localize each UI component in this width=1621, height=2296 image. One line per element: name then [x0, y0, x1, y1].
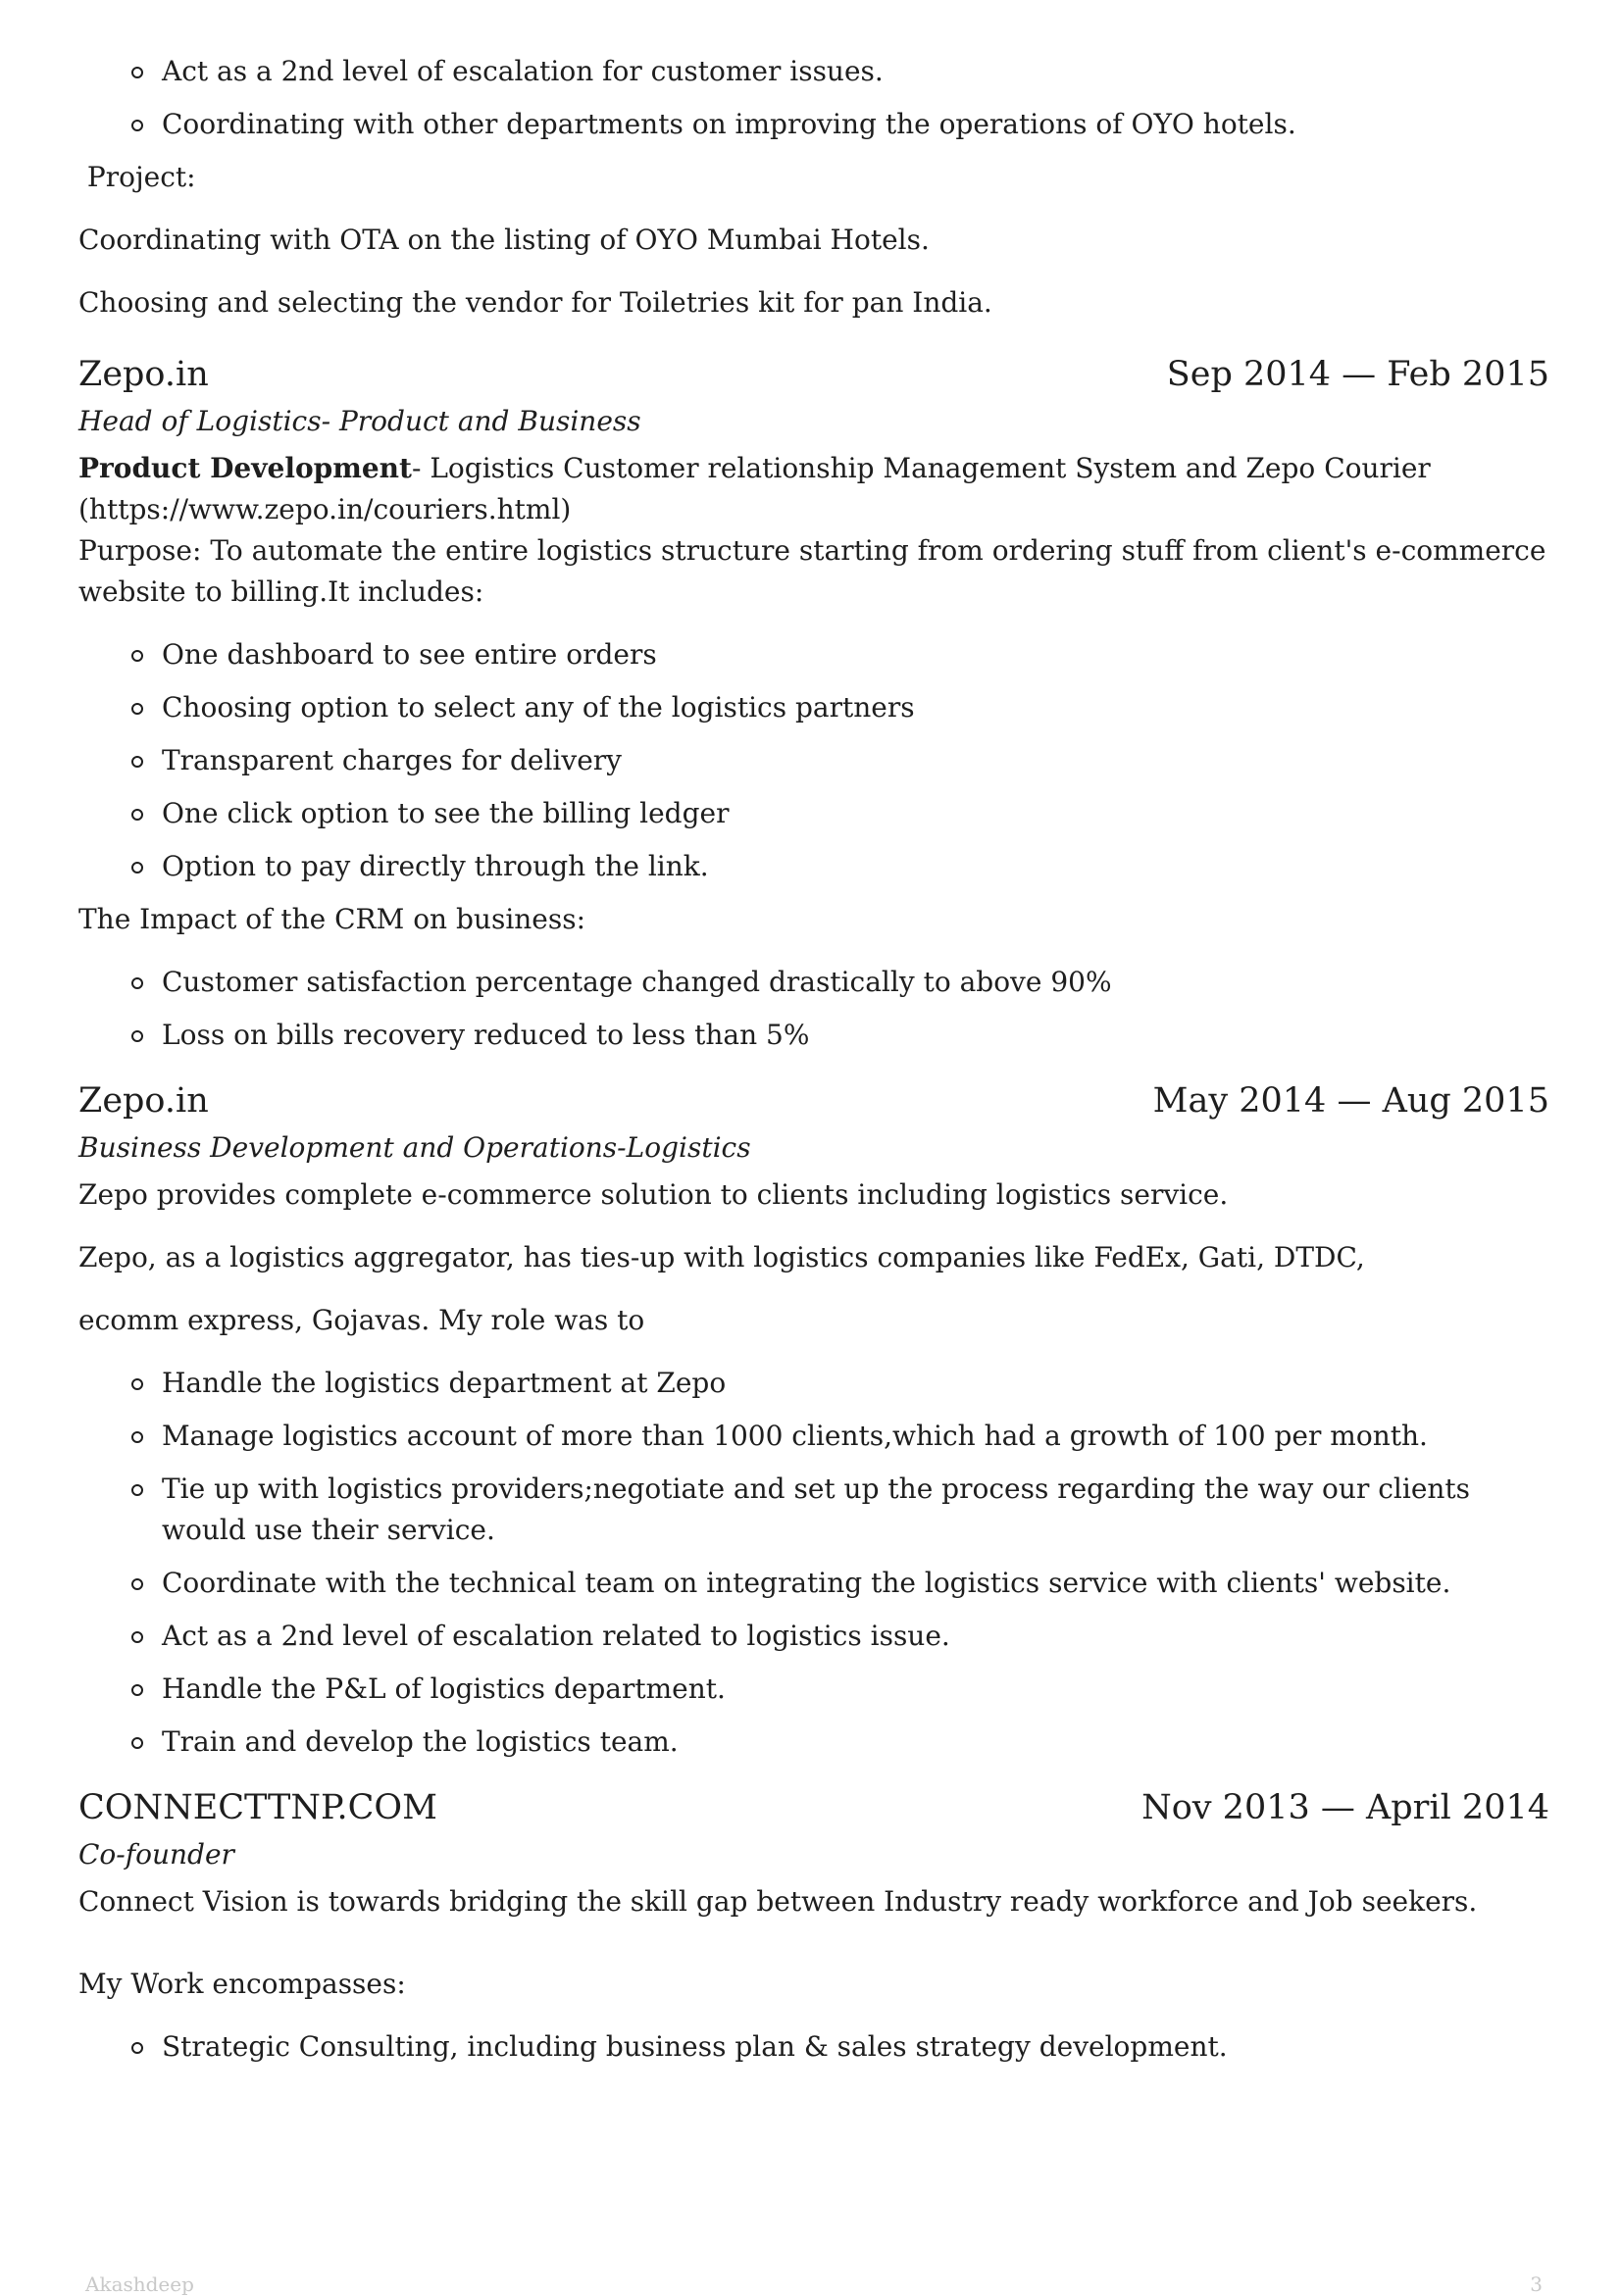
job-section-connecttnp	[78, 1784, 1549, 2068]
bullet-circle-icon	[131, 977, 143, 989]
project-line: Choosing and selecting the vendor for Toiletries kit for pan India.	[78, 286, 992, 319]
bullet-circle-icon	[131, 1578, 143, 1590]
list-item: Handle the logistics department at Zepo	[162, 1363, 1549, 1404]
impact-heading: The Impact of the CRM on business:	[78, 903, 586, 935]
project-label: Project:	[78, 161, 196, 193]
list-item: Handle the P&L of logistics department.	[162, 1669, 1549, 1710]
bullet-circle-icon	[131, 120, 143, 131]
job-paragraph: My Work encompasses:	[78, 1968, 406, 2000]
job-header	[78, 1077, 1549, 1124]
bullet-circle-icon	[131, 1030, 143, 1042]
role-list	[78, 1363, 1549, 1763]
work-list	[78, 2026, 1549, 2068]
bullet-circle-icon	[131, 1684, 143, 1696]
project-line: Coordinating with OTA on the listing of OYO Mumbai Hotels.	[78, 224, 930, 256]
list-item: Transparent charges for delivery	[162, 740, 1549, 781]
list-item: Manage logistics account of more than 1000 clients,which had a growth of 100 per month.	[162, 1416, 1549, 1457]
product-development-line	[78, 448, 1549, 489]
bullet-circle-icon	[131, 756, 143, 768]
resume-page	[78, 51, 1549, 2079]
oyo-bullet-list	[78, 51, 1549, 145]
job-title: Co-founder	[78, 1838, 234, 1871]
bullet-circle-icon	[131, 67, 143, 78]
page-number: 3	[1530, 2272, 1543, 2296]
list-item: One click option to see the billing ledger	[162, 793, 1549, 834]
list-item: Tie up with logistics providers;negotiate and set up the process regarding the way our clients would use their service.	[162, 1469, 1549, 1551]
job-dates: Sep 2014 — Feb 2015	[1166, 355, 1549, 394]
footer-name: Akashdeep	[85, 2272, 194, 2296]
job-paragraph: Connect Vision is towards bridging the skill gap between Industry ready workforce and Job seekers.	[78, 1885, 1478, 1918]
list-item: Loss on bills recovery reduced to less than 5%	[162, 1015, 1549, 1056]
company-name: Zepo.in	[78, 1081, 209, 1121]
bullet-circle-icon	[131, 1631, 143, 1643]
bullet-circle-icon	[131, 862, 143, 873]
purpose-paragraph: Purpose: To automate the entire logistics structure starting from ordering stuff from client's e-commerce website to billing.It includes:	[78, 534, 1546, 608]
list-item: Option to pay directly through the link.	[162, 846, 1549, 887]
list-item: Customer satisfaction percentage changed drastically to above 90%	[162, 962, 1549, 1003]
list-item: Strategic Consulting, including business plan & sales strategy development.	[162, 2026, 1549, 2068]
job-dates: Nov 2013 — April 2014	[1141, 1788, 1549, 1827]
job-header	[78, 1784, 1549, 1831]
bullet-circle-icon	[131, 650, 143, 662]
product-development-label: Product Development	[78, 452, 412, 484]
job-section-zepo-head-of-logistics	[78, 351, 1549, 1056]
bullet-circle-icon	[131, 1378, 143, 1390]
feature-list	[78, 634, 1549, 887]
bullet-circle-icon	[131, 1737, 143, 1749]
impact-list	[78, 962, 1549, 1056]
job-dates: May 2014 — Aug 2015	[1152, 1081, 1549, 1121]
list-item: Train and develop the logistics team.	[162, 1722, 1549, 1763]
bullet-circle-icon	[131, 1484, 143, 1496]
product-url: (https://www.zepo.in/couriers.html)	[78, 493, 572, 525]
bullet-circle-icon	[131, 2042, 143, 2054]
job-title: Head of Logistics- Product and Business	[78, 405, 641, 437]
company-name: CONNECTTNP.COM	[78, 1788, 437, 1827]
list-item: Choosing option to select any of the logistics partners	[162, 687, 1549, 728]
bullet-circle-icon	[131, 1431, 143, 1443]
job-paragraph: Zepo, as a logistics aggregator, has ties-up with logistics companies like FedEx, Gati, DTDC,	[78, 1241, 1365, 1273]
company-name: Zepo.in	[78, 355, 209, 394]
job-paragraph: ecomm express, Gojavas. My role was to	[78, 1304, 645, 1336]
product-development-text: - Logistics Customer relationship Management System and Zepo Courier	[411, 452, 1431, 484]
job-title: Business Development and Operations-Logistics	[78, 1131, 751, 1164]
job-paragraph: Zepo provides complete e-commerce solution to clients including logistics service.	[78, 1178, 1229, 1211]
bullet-circle-icon	[131, 809, 143, 821]
list-item: Act as a 2nd level of escalation for customer issues.	[162, 51, 1549, 92]
bullet-circle-icon	[131, 703, 143, 715]
list-item: One dashboard to see entire orders	[162, 634, 1549, 675]
list-item: Coordinating with other departments on improving the operations of OYO hotels.	[162, 104, 1549, 145]
list-item: Coordinate with the technical team on integrating the logistics service with clients' website.	[162, 1563, 1549, 1604]
job-section-zepo-business-development	[78, 1077, 1549, 1763]
job-header	[78, 351, 1549, 398]
list-item: Act as a 2nd level of escalation related to logistics issue.	[162, 1616, 1549, 1657]
page-footer	[85, 2272, 1543, 2296]
